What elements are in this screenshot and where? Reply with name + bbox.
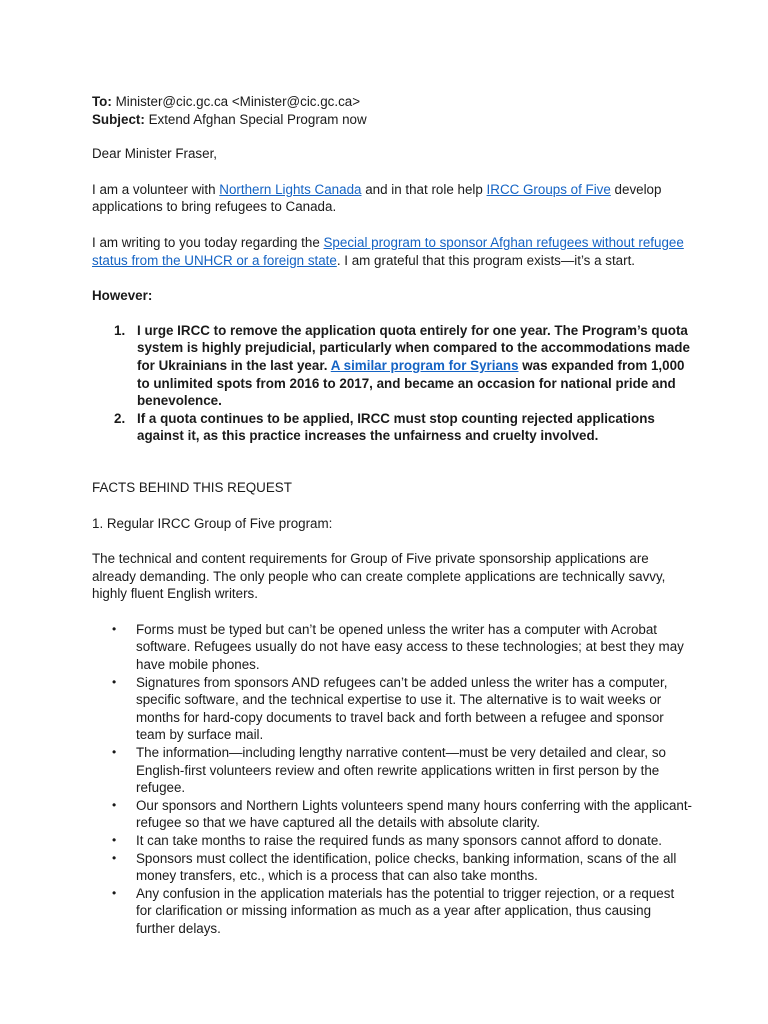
section-intro-paragraph: The technical and content requirements for Group of Five private sponsorship applications are already demanding. The only people who can create complete applications are technically savvy, highly fluent English writers. <box>92 551 666 602</box>
bullet-icon: • <box>112 797 117 812</box>
document-page <box>92 93 692 938</box>
purpose-text-2: . I am grateful that this program exists—it’s a start. <box>336 252 636 268</box>
however-heading: However: <box>92 288 153 304</box>
facts-heading: FACTS BEHIND THIS REQUEST <box>92 479 292 495</box>
section-heading: 1. Regular IRCC Group of Five program: <box>92 515 333 531</box>
purpose-text-1: I am writing to you today regarding the <box>92 234 324 250</box>
list-item <box>92 832 692 850</box>
request-text: If a quota continues to be applied, IRCC must stop counting rejected applications against it, as this practice increases the unfairness and cruelty involved. <box>137 410 655 444</box>
bullet-icon: • <box>112 850 117 865</box>
list-item-text: Forms must be typed but can’t be opened unless the writer has a computer with Acrobat software. Refugees usually do not have easy access to these technologies; at best they may have mobile phones. <box>136 621 684 673</box>
request-item <box>92 410 692 445</box>
bullet-icon: • <box>112 621 117 636</box>
request-text-1: I urge IRCC to remove the application quota entirely for one year. The Program’s quota system is highly prejudicial, particularly when compared to the accommodations made for Ukrainians in the last year. <box>137 322 690 373</box>
purpose-paragraph <box>92 234 692 269</box>
request-number: 2. <box>114 410 126 426</box>
list-item-text: Any confusion in the application materials has the potential to trigger rejection, or a request for clarification or missing information as much as a year after application, thus causing further delays. <box>136 885 675 936</box>
intro-text-2: and in that role help <box>361 181 487 197</box>
subject-text: Extend Afghan Special Program now <box>148 111 367 127</box>
to-address: Minister@cic.gc.ca <Minister@cic.gc.ca> <box>115 94 361 109</box>
list-item <box>92 621 692 674</box>
special-program-link[interactable]: Special program to sponsor Afghan refugees without refugee status from the UNHCR or a foreign state <box>92 234 684 268</box>
list-item-text: The information—including lengthy narrative content—must be very detailed and clear, so English-first volunteers review and often rewrite applications written in first person by the refugee. <box>136 745 666 796</box>
requests-list <box>92 322 692 445</box>
list-item-text: Signatures from sponsors AND refugees can’t be added unless the writer has a computer, specific software, and the technical expertise to use it. The alternative is to wait weeks or months for hard-copy documents to travel back and forth between a refugee and sponsor team by surface mail. <box>136 674 668 743</box>
intro-text-1: I am a volunteer with <box>92 181 220 197</box>
list-item <box>92 885 692 938</box>
groups-of-five-link[interactable]: IRCC Groups of Five <box>486 181 611 197</box>
email-subject-line <box>92 111 692 129</box>
email-to-line <box>92 93 692 111</box>
intro-paragraph <box>92 181 692 216</box>
to-label: To: <box>92 94 112 109</box>
subject-label: Subject: <box>92 111 145 127</box>
syrians-program-link[interactable]: A similar program for Syrians <box>330 357 519 373</box>
requirements-list <box>92 621 692 938</box>
list-item-text: Our sponsors and Northern Lights volunteers spend many hours conferring with the applicant-refugee so that we have captured all the details with absolute clarity. <box>136 797 693 831</box>
list-item-text: Sponsors must collect the identification, police checks, banking information, scans of the all money transfers, etc., which is a process that can also take months. <box>136 850 677 884</box>
greeting: Dear Minister Fraser, <box>92 146 218 162</box>
bullet-icon: • <box>112 674 117 689</box>
bullet-icon: • <box>112 833 117 847</box>
intro-text-3: develop applications to bring refugees to Canada. <box>92 181 662 215</box>
request-number: 1. <box>114 322 126 338</box>
list-item <box>92 674 692 744</box>
list-item <box>92 850 692 885</box>
request-text-2: was expanded from 1,000 to unlimited spots from 2016 to 2017, and became an occasion for national pride and benevolence. <box>137 357 685 409</box>
request-item <box>92 322 692 410</box>
list-item <box>92 797 692 832</box>
northern-lights-link[interactable]: Northern Lights Canada <box>219 181 362 197</box>
bullet-icon: • <box>112 745 117 760</box>
list-item-text: It can take months to raise the required funds as many sponsors cannot afford to donate. <box>136 833 663 848</box>
bullet-icon: • <box>112 885 117 900</box>
list-item <box>92 744 692 797</box>
